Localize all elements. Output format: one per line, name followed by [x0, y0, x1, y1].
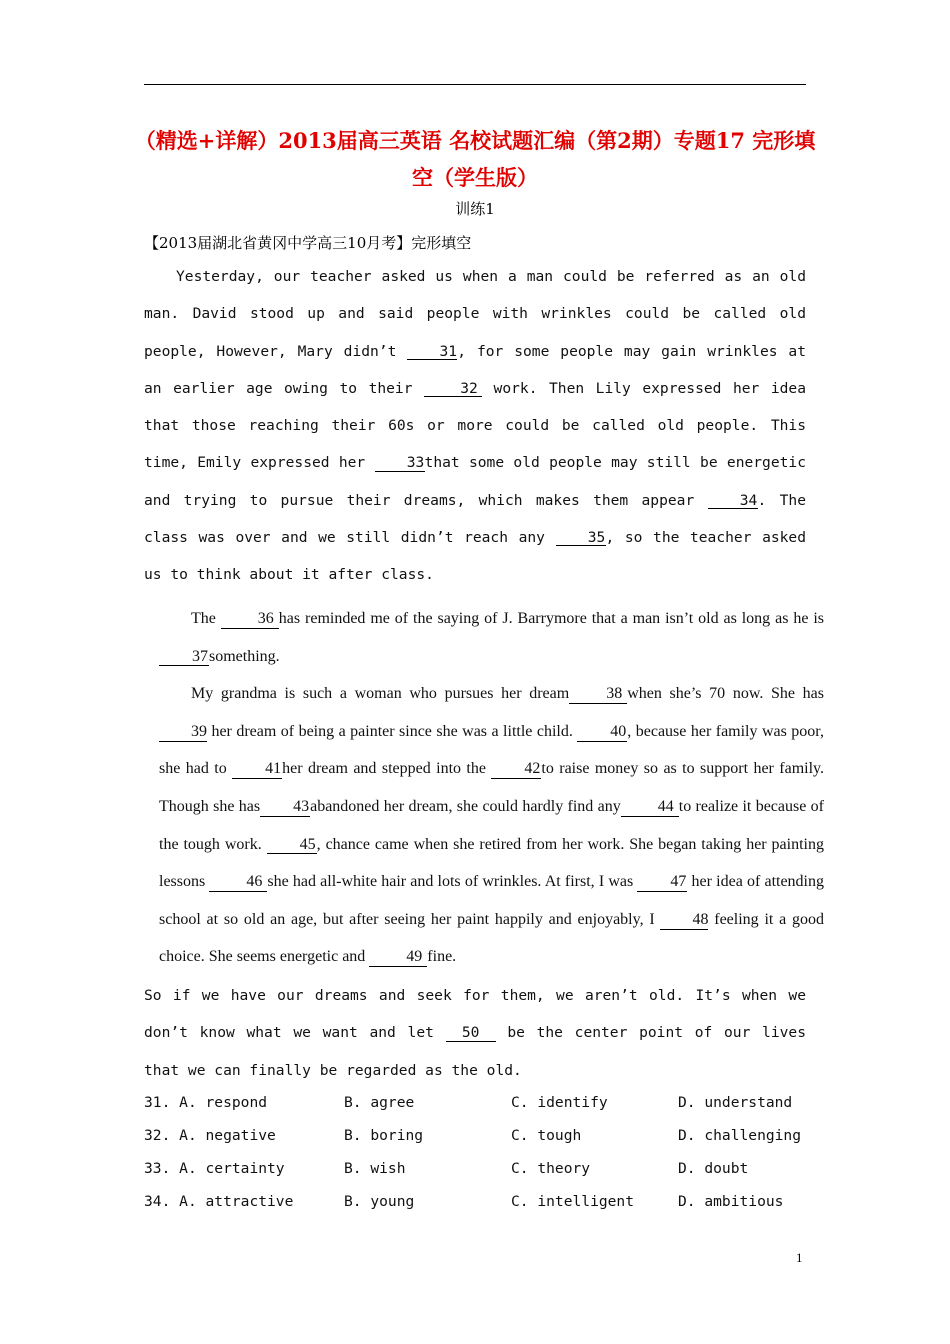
passage-paragraph-4 — [144, 977, 806, 1089]
blank-47: 47 — [637, 874, 687, 892]
passage-text: when she’s 70 now. She has — [627, 685, 825, 703]
passage-text: that some old people may still be energetic and trying to pursue their dreams, which makes them appear — [144, 454, 806, 509]
option-b: B. wish — [344, 1160, 406, 1177]
option-d: D. understand — [678, 1094, 793, 1111]
option-row — [144, 1187, 824, 1220]
passage-text: , chance came when she retired from her work. She began taking her painting lessons — [159, 835, 824, 891]
exam-source: 【2013届湖北省黄冈中学高三10月考】完形填空 — [144, 234, 472, 252]
option-b: B. boring — [344, 1127, 424, 1144]
blank-49: 49 — [369, 949, 427, 967]
passage-scanned-section — [159, 600, 824, 976]
passage-text: , so the teacher asked us to think about it after class. — [144, 529, 807, 584]
option-row — [144, 1088, 824, 1121]
blank-41: 41 — [232, 761, 282, 779]
option-c: C. intelligent — [511, 1193, 635, 1210]
passage-text: she had all-white hair and lots of wrinkles. At first, I was — [267, 873, 638, 891]
blank-37: 37 — [159, 649, 209, 667]
blank-43: 43 — [260, 799, 310, 817]
option-b: B. agree — [344, 1094, 415, 1111]
passage-text: her dream of being a painter since she was a little child. — [207, 722, 578, 740]
option-d: D. doubt — [678, 1160, 749, 1177]
passage-text: work. Then Lily expressed her idea that those reaching their 60s or more could be called old people. This time, Emily expressed her — [144, 379, 806, 472]
option-row — [144, 1121, 824, 1154]
question-number-and-option-a: 34. A. attractive — [144, 1193, 294, 1210]
passage-text: to realize it because of the tough work. — [159, 797, 824, 853]
question-number-and-option-a: 31. A. respond — [144, 1094, 268, 1111]
blank-48: 48 — [660, 912, 708, 930]
blank-50: 50 — [446, 1025, 496, 1041]
passage-text: feeling it a good choice. She seems energetic and — [159, 910, 824, 966]
passage-text: be the center point of our lives that we can finally be regarded as the old. — [144, 1024, 806, 1079]
passage-text: So if we have our dreams and seek for them, we aren’t old. It’s when we don’t know what we want and let — [144, 987, 806, 1042]
blank-46: 46 — [209, 874, 267, 892]
passage-text: her idea of attending school at so old an age, but after seeing her paint happily and enjoyably, I — [159, 873, 825, 928]
option-d: D. challenging — [678, 1127, 802, 1144]
passage-paragraph-2 — [159, 600, 824, 675]
passage-text: abandoned her dream, she could hardly find any — [310, 797, 621, 815]
passage-paragraph-3 — [159, 675, 824, 976]
blank-31: 31 — [407, 344, 457, 360]
answer-options — [144, 1088, 824, 1220]
page-number: 1 — [796, 1250, 803, 1265]
passage-text: fine. — [427, 948, 457, 966]
passage-text: The — [191, 610, 221, 627]
blank-45: 45 — [267, 837, 317, 855]
passage-text: has reminded me of the saying of J. Barrymore that a man isn’t old as long as he is — [278, 610, 825, 627]
passage-text: to raise money so as to support her family. Though she has — [159, 760, 825, 815]
passage-text: . The class was over and we still didn’t reach any — [144, 491, 806, 547]
header-rule — [144, 84, 806, 85]
question-number-and-option-a: 33. A. certainty — [144, 1160, 285, 1177]
blank-38: 38 — [569, 686, 627, 704]
option-d: D. ambitious — [678, 1193, 784, 1210]
question-number-and-option-a: 32. A. negative — [144, 1127, 276, 1144]
blank-44: 44 — [621, 799, 679, 817]
blank-40: 40 — [577, 724, 627, 742]
option-c: C. identify — [511, 1094, 608, 1111]
option-row — [144, 1154, 824, 1187]
blank-39: 39 — [159, 724, 207, 742]
blank-35: 35 — [556, 530, 606, 546]
passage-text: something. — [209, 647, 280, 665]
passage-text: , for some people may gain wrinkles at an earlier age owing to their — [144, 342, 806, 397]
passage-text: her dream and stepped into the — [282, 760, 492, 778]
option-c: C. theory — [511, 1160, 591, 1177]
blank-34: 34 — [708, 493, 758, 509]
blank-42: 42 — [491, 761, 541, 779]
blank-32: 32 — [424, 381, 482, 397]
passage-text: Yesterday, our teacher asked us when a man could be referred as an old man. David stood up and said people with wrinkles could be called old people, However, Mary didn’t — [144, 268, 806, 360]
passage-text: , because her family was poor, she had to — [159, 722, 824, 778]
passage-paragraph-1 — [144, 258, 806, 594]
blank-33: 33 — [375, 455, 425, 471]
blank-36: 36 — [221, 611, 279, 629]
document-title: （精选+详解）2013届高三英语 名校试题汇编（第2期）专题17 完形填空（学生版） — [134, 128, 816, 190]
passage-text: My grandma is such a woman who pursues her dream — [191, 685, 570, 703]
document-subtitle: 训练1 — [455, 200, 495, 218]
option-c: C. tough — [511, 1127, 582, 1144]
option-b: B. young — [344, 1193, 415, 1210]
